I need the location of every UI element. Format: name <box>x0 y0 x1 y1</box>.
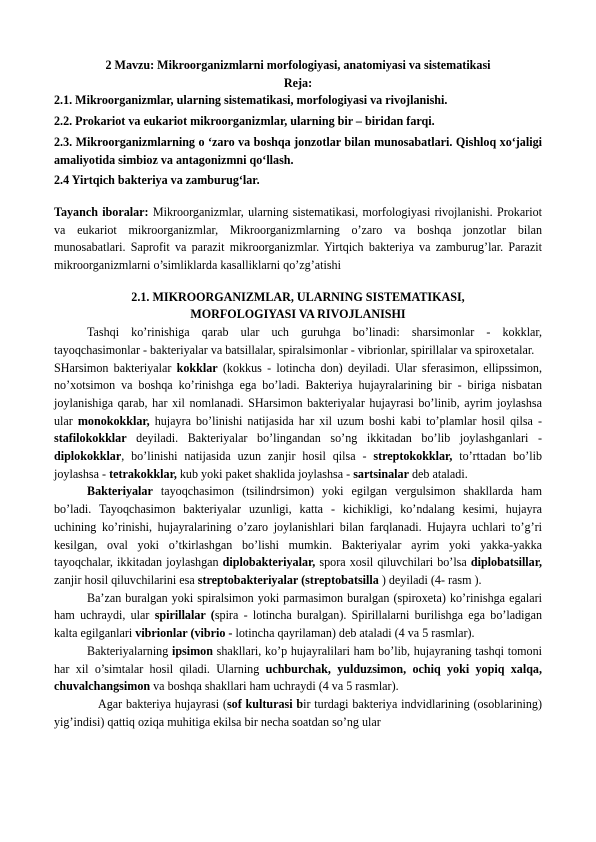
document-page <box>54 57 542 731</box>
term: monokokklar, <box>77 413 150 428</box>
text-run: spira - lotincha buralgan). Spirillalarni burilishga ega bo’ladigan kalta egilganlari <box>54 608 542 641</box>
paragraph <box>54 696 542 731</box>
text-run: spora xosil qiluvchilari bo’lsa <box>315 555 471 570</box>
term: streptokokklar, <box>373 449 453 464</box>
text-run: kub yoki paket shaklida joylashsa - <box>176 466 354 481</box>
text-run: deyiladi. Bakteriyalar bo’lingandan so’ng ikkitadan bo’lib joylashganlari - <box>126 431 542 446</box>
term: kokklar <box>176 360 218 375</box>
term: stafilokokklar <box>54 431 127 446</box>
section-heading-line: 2.1. MIKROORGANIZMLAR, ULARNING SISTEMATIKASI, <box>131 289 465 304</box>
text-run: deb ataladi. <box>408 466 468 481</box>
text-run: hujayra bo’linishi natijasida har xil uzum boshi kabi to’plamlar hosil qilsa - <box>149 413 542 428</box>
term: Bakteriyalar <box>87 484 153 499</box>
term: spirillalar ( <box>154 608 215 623</box>
keywords-label: Tayanch iboralar: <box>54 204 149 219</box>
text-run: Bakteriyalarning <box>87 643 172 658</box>
topic-title <box>54 57 542 92</box>
text-run: (kokkus - lotincha don) deyiladi. Ular sferasimon, ellipssimon, no’xotsimon va boshqa ko’rinishga ega bo’ladi. Bakteriya hujayralarining bir - biriga nisbatan joylanishiga qarab, har xil nomlanadi. SHarsimon bakteriyalar hujayrasi bo’linib, ayrim joylashsa ular <box>54 360 542 428</box>
term: diplobakteriyalar, <box>222 555 316 570</box>
plan-item: 2.1. Mikroorganizmlar, ularning sistematikasi, morfologiyasi va rivojlanishi. <box>54 93 448 108</box>
text-run: ) deyiladi (4- rasm ). <box>378 572 482 587</box>
term: streptobakteriyalar (streptobatsilla <box>197 572 379 587</box>
topic-title-line: 2 Mavzu: Mikroorganizmlarni morfologiyasi, anatomiyasi va sistematikasi <box>105 58 491 72</box>
plan-list <box>54 92 542 190</box>
term: tetrakokklar, <box>109 466 177 481</box>
text-run: zanjir hosil qiluvchilarini esa <box>54 572 198 587</box>
term: vibrionlar (vibrio - <box>135 626 233 641</box>
text-run: Ba’zan buralgan yoki spiralsimon yoki parmasimon buralgan (spiroxeta) ko’rinishga egalari ham uchraydi, ular <box>54 590 542 623</box>
plan-heading: Reja: <box>283 75 313 90</box>
text-run: SHarsimon bakteriyalar <box>54 360 177 375</box>
keywords-paragraph <box>54 204 542 275</box>
text-run: ir turdagi bakteriya indvidlarining (osoblarining) yig’indisi) qattiq oziqa muhitiga ekilsa bir necha soatdan so’ng ular <box>54 696 542 729</box>
plan-item: 2.4 Yirtqich bakteriya va zamburug‘lar. <box>54 173 260 188</box>
section-heading <box>54 289 542 324</box>
text-run: to’rttadan bo’lib joylashsa - <box>54 449 542 481</box>
text-run: shakllari, ko’p hujayralilari ham bo’lib, hujayraning tashqi tomoni har xil o’simtalar hosil qiladi. Ularning <box>54 643 542 676</box>
paragraph <box>54 643 542 696</box>
paragraph: Tashqi ko’rinishiga qarab ular uch guruhga bo’linadi: sharsimonlar - kokklar, tayoqchasimonlar - bakteriyalar va batsillalar, spiralsimonlar - vibrionlar, spirillalar va spiroxetalar. <box>54 325 542 357</box>
paragraph <box>54 360 542 484</box>
plan-item: 2.2. Prokariot va eukariot mikroorganizmlar, ularning bir – biridan farqi. <box>54 114 435 129</box>
term: sartsinalar <box>353 466 409 481</box>
text-run: lotincha qayrilaman) deb ataladi (4 va 5 rasmlar). <box>232 626 475 641</box>
plan-item: 2.3. Mikroorganizmlarning o ‘zaro va boshqa jonzotlar bilan munosabatlari. Qishloq xo‘jaligi amaliyotida simbioz va antagonizmni qo‘llash. <box>54 134 542 167</box>
text-run: , bo’linishi natijasida uzun zanjir hosil qilsa - <box>121 449 374 464</box>
term: diplokokklar <box>54 449 122 464</box>
keywords-text: Mikroorganizmlar, ularning sistematikasi, morfologiyasi rivojlanishi. Prokariot va eukariot mikroorganizmlar, Mikroorganizmlarning o’zaro va boshqa jonzotlar bilan munosabatlari. Saprofit va parazit mikroorganizmlar. Yirtqich bakteriya va zamburug’lar. Parazit mikroorganizmlarni o’simliklarda kasalliklarni qo’zg’atishi <box>54 204 542 273</box>
section-heading-line: MORFOLOGIYASI VA RIVOJLANISHI <box>190 307 406 322</box>
text-run: Agar bakteriya hujayrasi ( <box>98 696 227 711</box>
term: diplobatsillar, <box>470 555 542 570</box>
term: sof kulturasi b <box>226 696 304 711</box>
paragraph <box>54 483 542 589</box>
term: uchburchak, yulduzsimon, ochiq yoki yopiq xalqa, chuvalchangsimon <box>54 661 542 694</box>
text-run: tayoqchasimon (tsilindrsimon) yoki egilgan vergulsimon shakllarda ham bo’ladi. Tayoqchasimon bakteriyalar uzunligi, katta - kichikligi, ko’ndalang kesimi, hujayra uchining ko’rinishi, hujayralarining o’zaro joylanishlari bilan farqlanadi. Hujayra uchlari to’g’ri kesilgan, oval yoki o’tkirlashgan bo’lishi mumkin. Bakteriyalar ayrim yoki yakka-yakka tayoqchalar, ikkitadan joylashgan <box>54 484 542 570</box>
paragraph <box>54 590 542 643</box>
text-run: va boshqa shakllari ham uchraydi (4 va 5 rasmlar). <box>150 679 399 694</box>
term: ipsimon <box>171 643 213 658</box>
